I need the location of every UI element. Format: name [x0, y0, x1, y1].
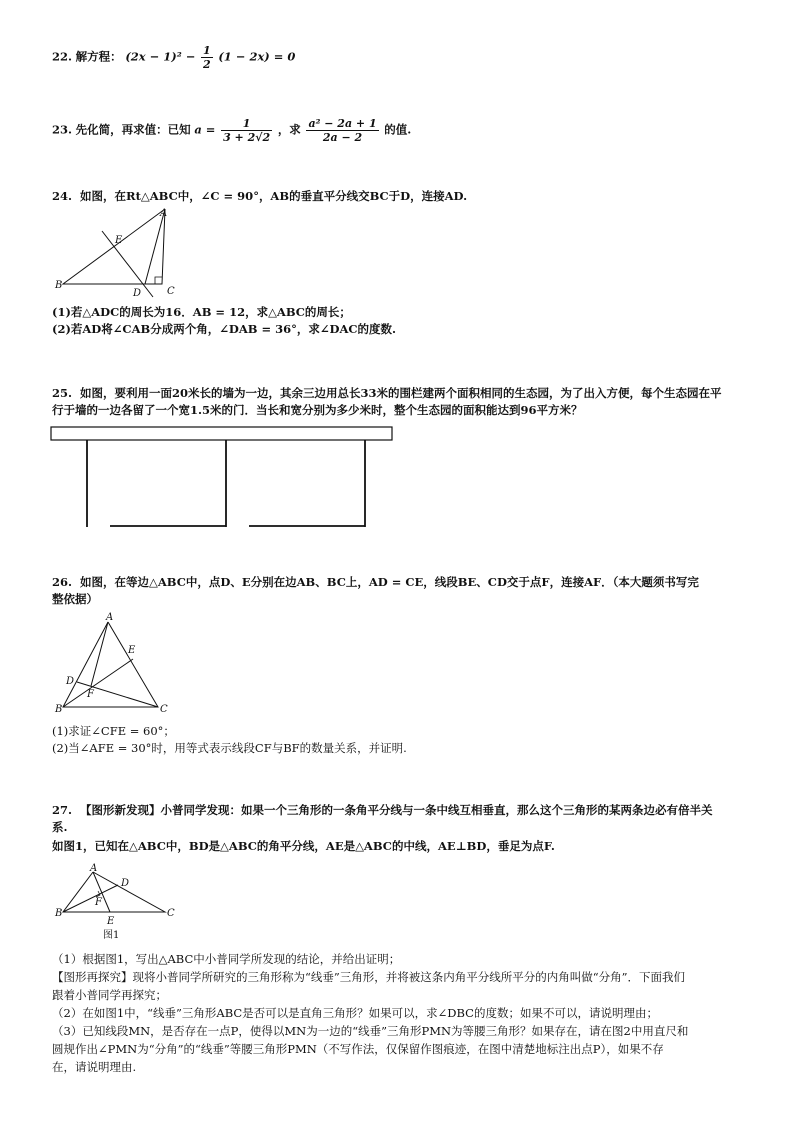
question-24-stem: [52, 189, 467, 204]
q26-line-1-text: 如图，在等边△ABC中，点D、E分别在边AB、BC上，AD = CE，线段BE、CD交于点F，连接AF．（本大题须书写完: [80, 575, 699, 589]
question-25-line-1: [52, 386, 722, 401]
label-e: E: [115, 235, 123, 246]
label-c: C: [167, 908, 175, 919]
q23-number: 23.: [52, 122, 73, 137]
q27-part-3-line-1: （3）已知线段MN，是否存在一点P，使得以MN为一边的“线垂”三角形PMN为等腰三角形？如果存在，请在图2中用直尺和: [52, 1024, 689, 1038]
q27-part-3-line-3: 在，请说明理由.: [52, 1060, 137, 1074]
question-27-line-3: 如图1，已知在△ABC中，BD是△ABC的角平分线，AE是△ABC的中线，AE⊥BD，垂足为点F.: [52, 839, 555, 853]
question-27-line-2: 系.: [52, 820, 68, 834]
q27-figure-1: [55, 862, 185, 940]
q22-fraction: $\frac{1}{2}$: [203, 44, 211, 71]
label-d: D: [133, 288, 142, 299]
q24-part-2: (2)若AD将∠CAB分成两个角，∠DAB = 36°，求∠DAC的度数.: [52, 322, 397, 336]
q27-explore-line-1: 【图形再探究】现将小普同学所研究的三角形称为“线垂”三角形，并将被这条内角平分线所平分的内角叫做“分角”．下面我们: [52, 970, 686, 984]
question-27-line-1: [52, 803, 713, 818]
q27-explore-line-2: 跟着小普同学再探究；: [52, 988, 167, 1002]
q26-part-2: (2)当∠AFE = 30°时，用等式表示线段CF与BF的数量关系，并证明.: [52, 741, 407, 755]
q23-a-eq: a =: [194, 122, 216, 137]
label-f: F: [87, 689, 94, 700]
q23-text-b: ，求: [277, 122, 301, 137]
question-26-line-1: [52, 575, 699, 590]
label-f: F: [95, 897, 102, 908]
q24-figure: [55, 205, 185, 300]
label-a: A: [106, 612, 114, 623]
af-segment: [91, 622, 108, 686]
q22-number: 22.: [52, 49, 73, 64]
question-25-line-2: 行于墙的一边各留了一个宽1.5米的门．当长和宽分别为多少米时，整个生态园的面积能达到96平方米？: [52, 403, 583, 417]
q27-part-2: （2）在如图1中，“线垂”三角形ABC是否可以是直角三角形？如果可以，求∠DBC的度数；如果不可以，请说明理由；: [52, 1006, 658, 1020]
bd-segment: [63, 885, 118, 912]
q26-number: 26.: [52, 575, 73, 589]
perpendicular-bisector: [102, 231, 153, 297]
right-angle-mark: [155, 277, 162, 284]
label-d: D: [66, 676, 75, 687]
label-b: B: [55, 908, 63, 919]
q27-part-3-line-2: 圆规作出∠PMN为“分角”的“线垂”等腰三角形PMN（不写作法，仅保留作图痕迹，在图中清楚地标注出点P），如果不存: [52, 1042, 664, 1056]
q25-figure: [50, 426, 395, 531]
q24-number: 24.: [52, 189, 73, 203]
q22-expr-b: (1 − 2x) = 0: [218, 49, 296, 64]
q26-figure: [55, 612, 175, 715]
label-e: E: [128, 645, 136, 656]
q25-line-1-text: 如图，要利用一面20米长的墙为一边，其余三边用总长33米的围栏建两个面积相同的生态园，为了出入方便，每个生态园在平: [80, 386, 722, 400]
q24-part-1: (1)若△ADC的周长为16．AB = 12，求△ABC的周长；: [52, 305, 351, 319]
wall: [51, 427, 392, 440]
label-e: E: [107, 916, 115, 927]
label-b: B: [55, 704, 63, 715]
q25-number: 25.: [52, 386, 73, 400]
triangle-abc: [63, 872, 165, 912]
q26-part-1: (1)求证∠CFE = 60°；: [52, 724, 175, 738]
label-c: C: [167, 286, 175, 297]
label-d: D: [121, 878, 130, 889]
label-b: B: [55, 280, 63, 291]
label-a: A: [160, 208, 168, 219]
q23-fraction-2: $\frac{\text{a² − 2a + 1}}{2a - 2}$: [308, 117, 377, 144]
q23-fraction-1: $\frac{1}{3 + 2√2}$: [223, 117, 271, 144]
q22-text: 解方程：: [75, 49, 122, 64]
figure-1-caption: 图1: [103, 930, 120, 941]
q24-stem-text: 如图，在Rt△ABC中，∠C = 90°，AB的垂直平分线交BC于D，连接AD.: [80, 189, 468, 203]
q27-part-1: （1）根据图1，写出△ABC中小普同学所发现的结论，并给出证明；: [52, 952, 401, 966]
q27-line-1-text: 【图形新发现】小普同学发现：如果一个三角形的一条角平分线与一条中线互相垂直，那么这个三角形的某两条边必有倍半关: [80, 803, 713, 817]
q22-expr-a: (2x − 1)² −: [125, 49, 196, 64]
q23-text-a: 先化简，再求值：已知: [75, 122, 191, 137]
triangle-abc: [63, 622, 158, 707]
q23-text-c: 的值.: [384, 122, 412, 137]
question-23: [52, 117, 411, 144]
label-a: A: [90, 863, 98, 874]
q27-number: 27.: [52, 803, 73, 817]
question-26-line-2: 整依据）: [52, 592, 98, 606]
question-22: [52, 44, 295, 71]
label-c: C: [160, 704, 168, 715]
